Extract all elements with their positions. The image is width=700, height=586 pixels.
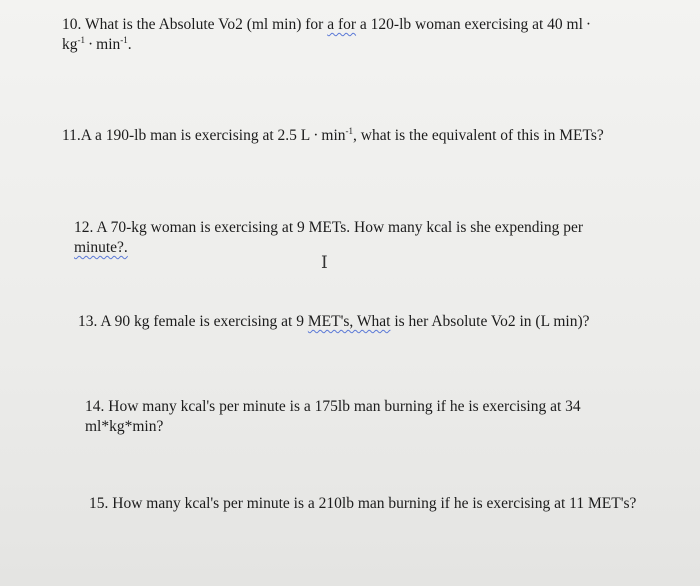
- q13-text-end: is her Absolute Vo2 in (L min)?: [390, 313, 590, 330]
- middle-dot-icon: ·: [88, 36, 94, 53]
- text-cursor-icon: I: [321, 253, 328, 273]
- question-14: [85, 397, 581, 437]
- question-11: [62, 126, 604, 146]
- q14-line-2: ml*kg*min?: [85, 418, 164, 435]
- question-10: [62, 15, 594, 55]
- q10-text-start: 10. What is the Absolute Vo2 (ml min) for: [62, 16, 328, 33]
- question-13: [78, 312, 590, 332]
- q10-spellcheck-mark[interactable]: a for: [327, 16, 357, 33]
- q15-text: 15. How many kcal's per minute is a 210lb man burning if he is exercising at 11 MET's?: [89, 495, 637, 512]
- q11-unit-min: min: [321, 127, 346, 144]
- middle-dot-icon: ·: [585, 16, 592, 33]
- q11-exponent: -1: [345, 125, 354, 136]
- q10-unit-min: min: [96, 36, 121, 53]
- q11-text-start: 11.A a 190-lb man is exercising at 2.5 L: [62, 127, 311, 144]
- question-15: [89, 494, 636, 514]
- q10-exponent: -1: [77, 34, 85, 45]
- q12-line-1: 12. A 70-kg woman is exercising at 9 METs. How many kcal is she expending per: [74, 219, 584, 236]
- q11-text-end: , what is the equivalent of this in METs?: [353, 127, 604, 144]
- q12-spellcheck-mark[interactable]: minute?.: [74, 239, 128, 256]
- q10-exponent: -1: [120, 34, 128, 45]
- question-12: [74, 218, 583, 258]
- q10-unit-kg: kg: [62, 36, 78, 53]
- q10-period: .: [127, 36, 132, 53]
- q10-text-end: a 120-lb woman exercising at 40 ml: [356, 16, 583, 33]
- middle-dot-icon: ·: [313, 127, 319, 144]
- q13-spellcheck-mark[interactable]: MET's, What: [307, 313, 391, 330]
- q14-line-1: 14. How many kcal's per minute is a 175lb man burning if he is exercising at 34: [85, 398, 581, 415]
- q13-text-start: 13. A 90 kg female is exercising at 9: [78, 313, 308, 330]
